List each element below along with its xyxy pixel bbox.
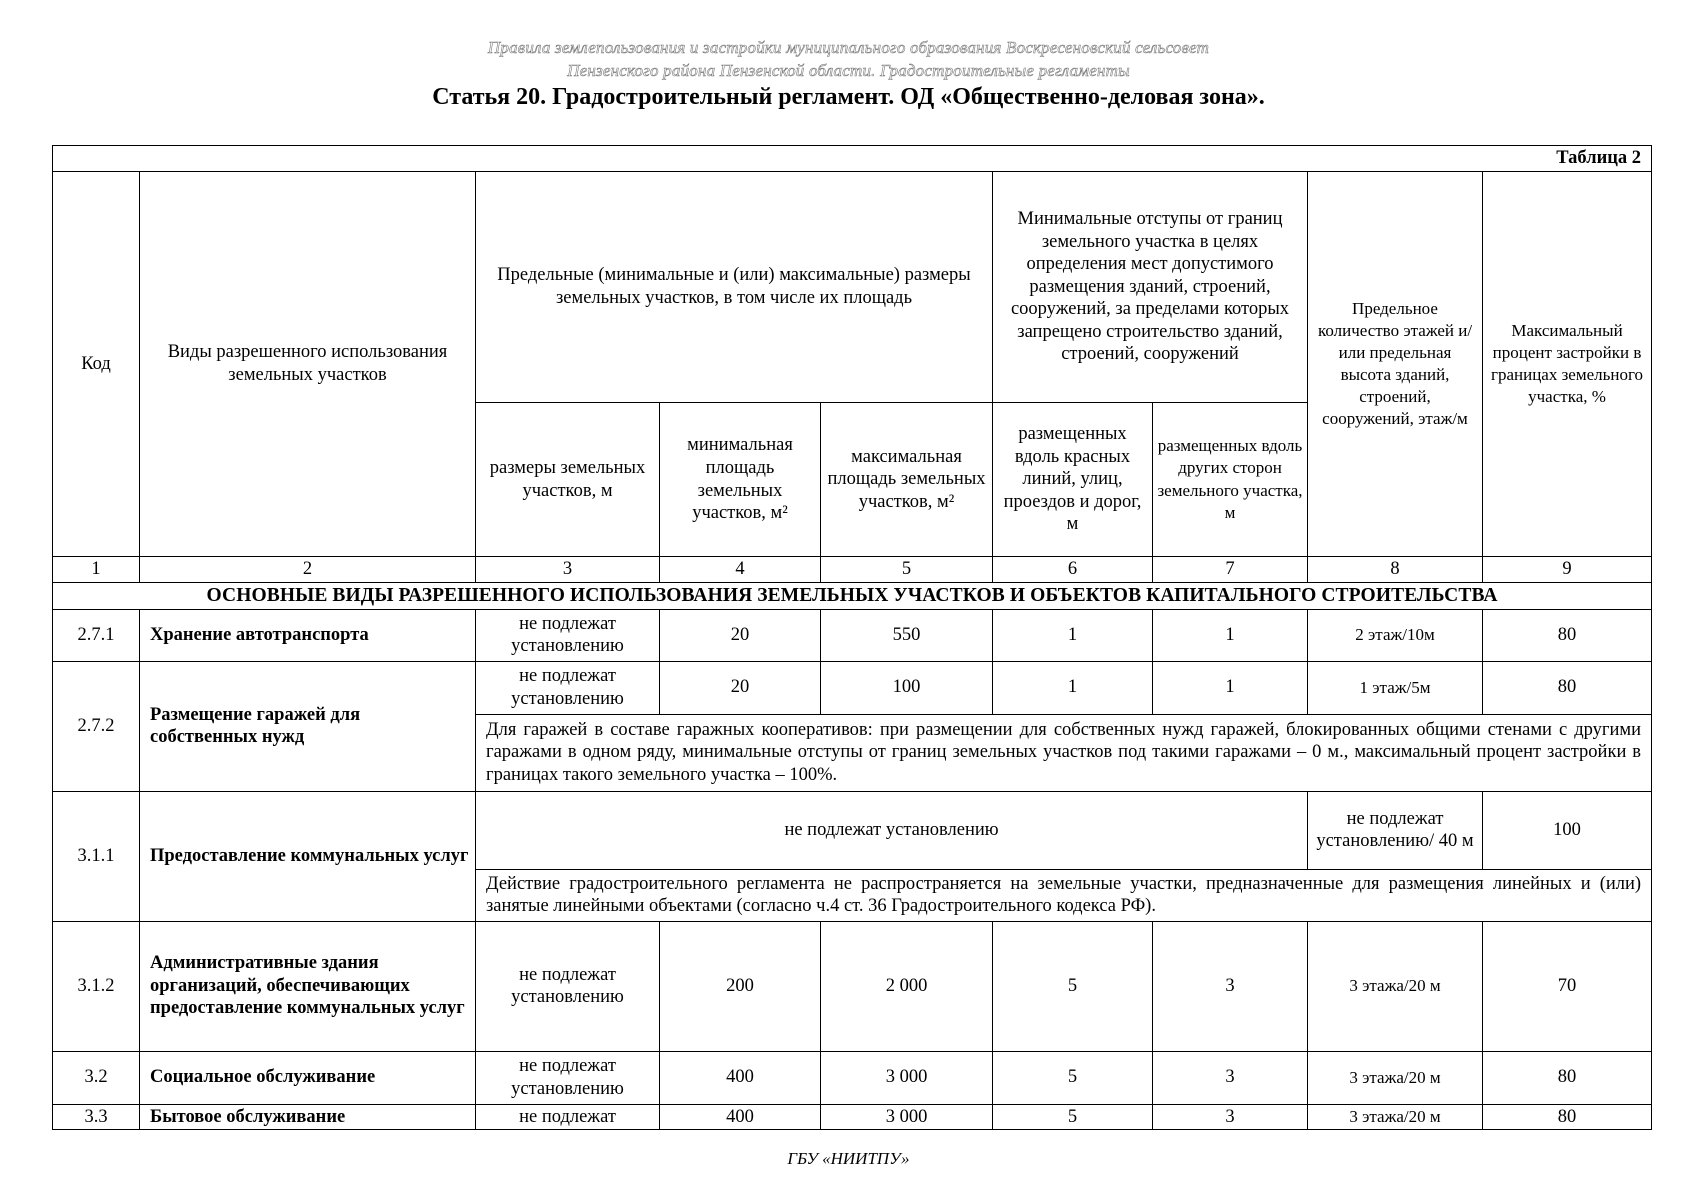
header-line-1: Правила землепользования и застройки муниципального образования Воскресеновский сельсовет — [487, 38, 1210, 57]
header-plot-limits: Предельные (минимальные и (или) максимальные) размеры земельных участков, в том числе их площадь — [476, 172, 993, 403]
table-row — [53, 1051, 1652, 1104]
row-name: Предоставление коммунальных услуг — [140, 791, 476, 921]
col-number: 7 — [1153, 557, 1308, 583]
row-floors: 1 этаж/5м — [1308, 661, 1483, 714]
table-row — [53, 1104, 1652, 1130]
row-name: Бытовое обслуживание — [140, 1104, 476, 1130]
col-number: 4 — [660, 557, 821, 583]
row-min-area: 20 — [660, 661, 821, 714]
header-min-area: минимальная площадь земельных участков, м² — [660, 403, 821, 557]
header-along-other: размещенных вдоль других сторон земельного участка, м — [1153, 403, 1308, 557]
row-min-area: 400 — [660, 1104, 821, 1130]
row-floors: 2 этаж/10м — [1308, 609, 1483, 661]
table-row — [53, 661, 1652, 714]
row-floors: 3 этажа/20 м — [1308, 921, 1483, 1051]
row-code: 2.7.2 — [53, 661, 140, 791]
row-max-area: 100 — [821, 661, 993, 714]
row-percent: 80 — [1483, 661, 1652, 714]
row-merged-value: не подлежат установлению — [476, 791, 1308, 869]
col-number: 1 — [53, 557, 140, 583]
row-min-area: 200 — [660, 921, 821, 1051]
row-size: не подлежат установлению — [476, 609, 660, 661]
header-floors: Предельное количество этажей и/или предельная высота зданий, строений, сооружений, этаж/м — [1308, 172, 1483, 557]
row-max-area: 2 000 — [821, 921, 993, 1051]
row-max-area: 3 000 — [821, 1051, 993, 1104]
header-max-percent: Максимальный процент застройки в границах земельного участка, % — [1483, 172, 1652, 557]
section-title: ОСНОВНЫЕ ВИДЫ РАЗРЕШЕННОГО ИСПОЛЬЗОВАНИЯ ЗЕМЕЛЬНЫХ УЧАСТКОВ И ОБЪЕКТОВ КАПИТАЛЬНОГО СТРОИТЕЛЬСТВА — [53, 582, 1652, 609]
row-size: не подлежат — [476, 1104, 660, 1130]
row-percent: 80 — [1483, 1051, 1652, 1104]
row-floors: 3 этажа/20 м — [1308, 1051, 1483, 1104]
table-row — [53, 791, 1652, 869]
row-note: Действие градостроительного регламента не распространяется на земельные участки, предназначенные для размещения линейных и (или) занятые линейными объектами (согласно ч.4 ст. 36 Градостроительного кодекса РФ). — [476, 869, 1652, 921]
col-number: 3 — [476, 557, 660, 583]
row-code: 2.7.1 — [53, 609, 140, 661]
table-row — [53, 921, 1652, 1051]
col-number: 6 — [993, 557, 1153, 583]
col-number: 2 — [140, 557, 476, 583]
col-number: 8 — [1308, 557, 1483, 583]
row-other-setback: 3 — [1153, 1104, 1308, 1130]
col-number: 5 — [821, 557, 993, 583]
row-max-area: 550 — [821, 609, 993, 661]
row-floors: 3 этажа/20 м — [1308, 1104, 1483, 1130]
row-size: не подлежат установлению — [476, 921, 660, 1051]
row-floors: не подлежат установлению/ 40 м — [1308, 791, 1483, 869]
row-code: 3.1.1 — [53, 791, 140, 921]
page-title: Статья 20. Градостроительный регламент. ОД «Общественно-деловая зона». — [432, 84, 1265, 110]
row-name: Хранение автотранспорта — [140, 609, 476, 661]
row-percent: 70 — [1483, 921, 1652, 1051]
table-caption: Таблица 2 — [53, 146, 1652, 172]
col-number: 9 — [1483, 557, 1652, 583]
row-percent: 80 — [1483, 609, 1652, 661]
row-red-setback: 1 — [993, 661, 1153, 714]
header-types: Виды разрешенного использования земельных участков — [140, 172, 476, 557]
row-note: Для гаражей в составе гаражных кооперативов: при размещении для собственных нужд гаражей, блокированных общими стенами с другими гаражами в одном ряду, минимальные отступы от границ земельных участков под такими гаражами – 0 м., максимальный процент застройки в границах такого земельного участка – 100%. — [476, 714, 1652, 791]
row-size: не подлежат установлению — [476, 1051, 660, 1104]
row-percent: 100 — [1483, 791, 1652, 869]
row-percent: 80 — [1483, 1104, 1652, 1130]
row-other-setback: 1 — [1153, 661, 1308, 714]
row-red-setback: 1 — [993, 609, 1153, 661]
regulation-table — [52, 145, 1652, 1130]
row-other-setback: 3 — [1153, 1051, 1308, 1104]
row-min-area: 400 — [660, 1051, 821, 1104]
header-code: Код — [53, 172, 140, 557]
row-other-setback: 3 — [1153, 921, 1308, 1051]
table-row — [53, 609, 1652, 661]
row-code: 3.3 — [53, 1104, 140, 1130]
row-max-area: 3 000 — [821, 1104, 993, 1130]
footer-organization: ГБУ «НИИТПУ» — [787, 1149, 910, 1168]
row-red-setback: 5 — [993, 1051, 1153, 1104]
header-setbacks: Минимальные отступы от границ земельного участка в целях определения мест допустимого размещения зданий, строений, сооружений, за пределами которых запрещено строительство зданий, строений, сооружений — [993, 172, 1308, 403]
row-size: не подлежат установлению — [476, 661, 660, 714]
row-name: Административные здания организаций, обеспечивающих предоставление коммунальных услуг — [140, 921, 476, 1051]
row-red-setback: 5 — [993, 1104, 1153, 1130]
row-min-area: 20 — [660, 609, 821, 661]
row-red-setback: 5 — [993, 921, 1153, 1051]
row-other-setback: 1 — [1153, 609, 1308, 661]
row-name: Размещение гаражей для собственных нужд — [140, 661, 476, 791]
header-plot-size: размеры земельных участков, м — [476, 403, 660, 557]
header-along-red: размещенных вдоль красных линий, улиц, проездов и дорог, м — [993, 403, 1153, 557]
row-code: 3.1.2 — [53, 921, 140, 1051]
row-code: 3.2 — [53, 1051, 140, 1104]
row-name: Социальное обслуживание — [140, 1051, 476, 1104]
header-max-area: максимальная площадь земельных участков, м² — [821, 403, 993, 557]
header-line-2: Пензенского района Пензенской области. Градостроительные регламенты — [567, 61, 1130, 80]
